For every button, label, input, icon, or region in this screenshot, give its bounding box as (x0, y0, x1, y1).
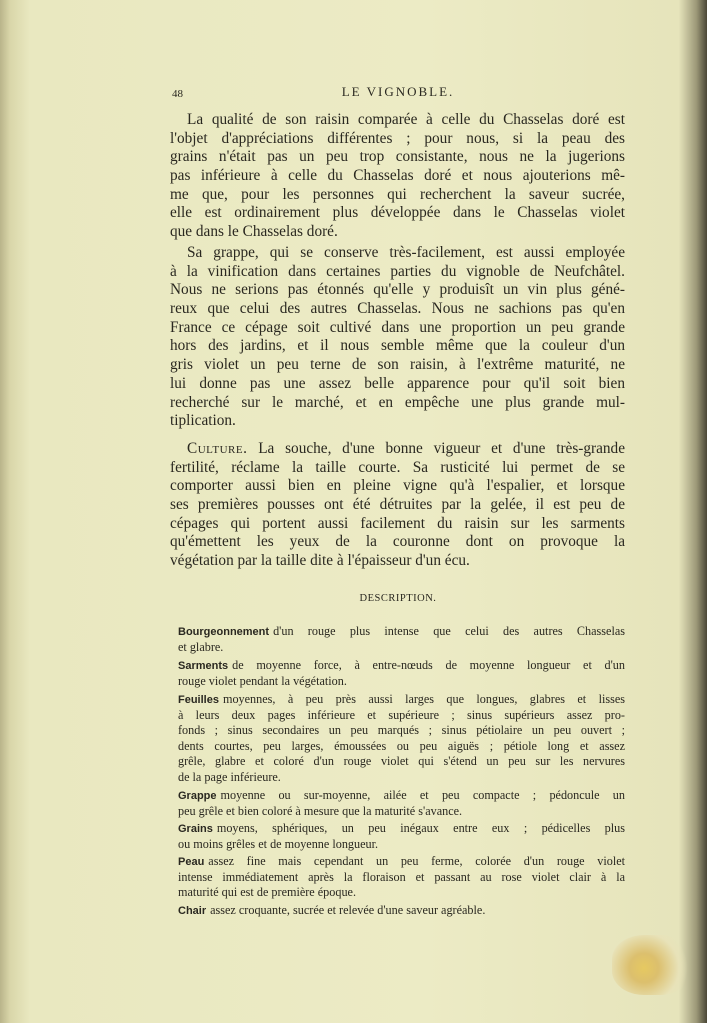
text-line (170, 496, 625, 515)
page-header (168, 84, 628, 102)
line-text: elle est ordinairement plus développée dans le Chasselas violet (170, 204, 625, 222)
section-lead: Culture. (187, 440, 248, 457)
entry-line (178, 739, 625, 755)
line-text: comporter aussi bien en pleine vigne qu'à l'espalier, et lorsque (170, 477, 625, 495)
text-line (170, 263, 625, 282)
text-line (170, 186, 625, 205)
running-title: LE VIGNOBLE. (341, 84, 455, 99)
entry-feuilles (178, 692, 625, 786)
entry-term: Grains (178, 823, 213, 835)
entry-line (178, 754, 625, 770)
line-text: tiplication. (170, 412, 236, 430)
line-text: ses premières pousses ont été détruites par la gelée, il est peu de (170, 496, 625, 514)
entry-line (178, 870, 625, 886)
entry-line (178, 723, 625, 739)
text-line (170, 552, 625, 571)
text-line (170, 281, 625, 300)
text-line (170, 412, 625, 431)
line-text: à la vinification dans certaines parties du vignoble de Neufchâtel. (170, 262, 625, 280)
line-text: dents courtes, peu larges, émoussées ou peu aiguës ; pétiole long et assez (178, 738, 625, 753)
entry-line (178, 658, 625, 674)
text-line (170, 459, 625, 478)
entry-line (178, 708, 625, 724)
text-line (170, 148, 625, 167)
paragraph-culture (170, 440, 625, 571)
line-text: gris violet un peu terne de son raisin, à l'extrême maturité, ne (170, 356, 625, 374)
line-text: moyenne ou sur-moyenne, ailée et peu compacte ; pédoncule un (220, 788, 625, 802)
line-text: intense immédiatement après la floraison et passant au rose violet clair à la (178, 869, 625, 884)
entry-line (178, 770, 625, 786)
text-line (170, 300, 625, 319)
text-line (170, 130, 625, 149)
line-text: l'objet d'appréciations différentes ; pour nous, si la peau des (170, 129, 625, 147)
line-text: fertilité, réclame la taille courte. Sa rusticité lui permet de se (170, 458, 625, 476)
entry-sarments (178, 658, 625, 689)
entry-line (178, 804, 625, 820)
line-text: recherché sur le marché, et en empêche une plus grande mul- (170, 393, 625, 411)
fruit-photo-fragment (612, 935, 692, 995)
entry-grains (178, 821, 625, 852)
line-text: grêle, glabre et coloré d'un rouge violet qui s'étend un peu sur les nervures (178, 754, 625, 769)
entry-line (178, 692, 625, 708)
line-text: végétation par la taille dite à l'épaisseur d'un écu. (170, 552, 470, 570)
entry-term: Peau (178, 856, 205, 868)
line-text: de moyenne force, à entre-nœuds de moyenne longueur et d'un (232, 658, 625, 672)
entry-chair (178, 903, 625, 919)
line-text: à leurs deux pages inférieure et supérieure ; sinus supérieurs assez pro- (178, 707, 625, 722)
text-line (170, 477, 625, 496)
entry-line (178, 674, 625, 690)
line-text: d'un rouge plus intense que celui des autres Chasselas (273, 624, 625, 638)
text-line (170, 394, 625, 413)
entry-line (178, 624, 625, 640)
paragraph-grape-use (170, 244, 625, 431)
line-text: moyennes, à peu près aussi larges que longues, glabres et lisses (222, 692, 625, 706)
page-number: 48 (172, 88, 183, 100)
line-text: qu'émettent les yeux de la couronne dont on provoque la (170, 533, 625, 551)
text-line (170, 223, 625, 242)
text-line (170, 533, 625, 552)
paragraph-quality (170, 111, 625, 242)
text-line (170, 319, 625, 338)
entry-line (178, 903, 625, 919)
line-text: reux que celui des autres Chasselas. Nous ne sachions pas qu'en (170, 300, 625, 318)
text-line (170, 440, 625, 459)
line-text: me que, pour les personnes qui recherchent la saveur sucrée, (170, 185, 625, 203)
entry-term: Bourgeonnement (178, 626, 270, 638)
line-text: rouge violet pendant la végétation. (178, 673, 347, 688)
line-text: moyens, sphériques, un peu inégaux entre eux ; pédicelles plus (216, 821, 625, 835)
line-text: La qualité de son raisin comparée à celle du Chasselas doré est (187, 111, 625, 128)
line-text: ou moins grêles et de moyenne longueur. (178, 836, 379, 851)
text-line (170, 515, 625, 534)
entry-term: Sarments (178, 660, 229, 672)
line-text: cépages qui portent aussi facilement du raisin sur les sarments (170, 514, 625, 532)
text-line (170, 244, 625, 263)
line-text: fonds ; sinus secondaires un peu marqués ; sinus pétiolaire un peu ouvert ; (178, 723, 625, 738)
line-text: peu grêle et bien coloré à mesure que la maturité s'avance. (178, 803, 463, 818)
entry-line (178, 821, 625, 837)
description-heading: DESCRIPTION. (359, 593, 437, 604)
line-text: Sa grappe, qui se conserve très-facilement, est aussi employée (187, 244, 625, 261)
text-line (170, 167, 625, 186)
entry-term: Feuilles (178, 694, 219, 706)
line-text: Nous ne serions pas étonnés qu'elle y produisît un vin plus géné- (170, 281, 625, 299)
entry-line (178, 854, 625, 870)
line-text: maturité qui est de première époque. (178, 885, 357, 900)
line-text: lui donne pas une assez belle apparence pour qu'il soit bien (170, 374, 625, 392)
entry-term: Chair (178, 905, 207, 917)
line-text: France ce cépage soit cultivé dans une proportion un peu grande (170, 318, 625, 336)
text-line (170, 356, 625, 375)
line-text: que dans le Chasselas doré. (170, 223, 338, 241)
text-line (170, 204, 625, 223)
line-text: assez fine mais cependant un peu ferme, colorée d'un rouge violet (208, 854, 625, 868)
line-text: pas inférieure à celle du Chasselas doré et nous ajouterions mê- (170, 167, 625, 185)
text-line (170, 111, 625, 130)
line-text: assez croquante, sucrée et relevée d'une saveur agréable. (210, 903, 486, 917)
entry-term: Grappe (178, 790, 217, 802)
entry-line (178, 640, 625, 656)
line-text: hors des jardins, et il nous semble même que la couleur d'un (170, 337, 625, 355)
text-line (170, 337, 625, 356)
entry-bourgeonnement (178, 624, 625, 655)
line-text: grains n'était pas un peu trop consistante, nous ne la jugerions (170, 148, 625, 166)
entry-grappe (178, 788, 625, 819)
line-text: La souche, d'une bonne vigueur et d'une très-grande (258, 440, 625, 457)
text-line (170, 375, 625, 394)
entry-line (178, 788, 625, 804)
entry-line (178, 837, 625, 853)
line-text: et glabre. (178, 639, 224, 654)
entry-line (178, 885, 625, 901)
entry-peau (178, 854, 625, 901)
line-text: de la page inférieure. (178, 769, 281, 784)
